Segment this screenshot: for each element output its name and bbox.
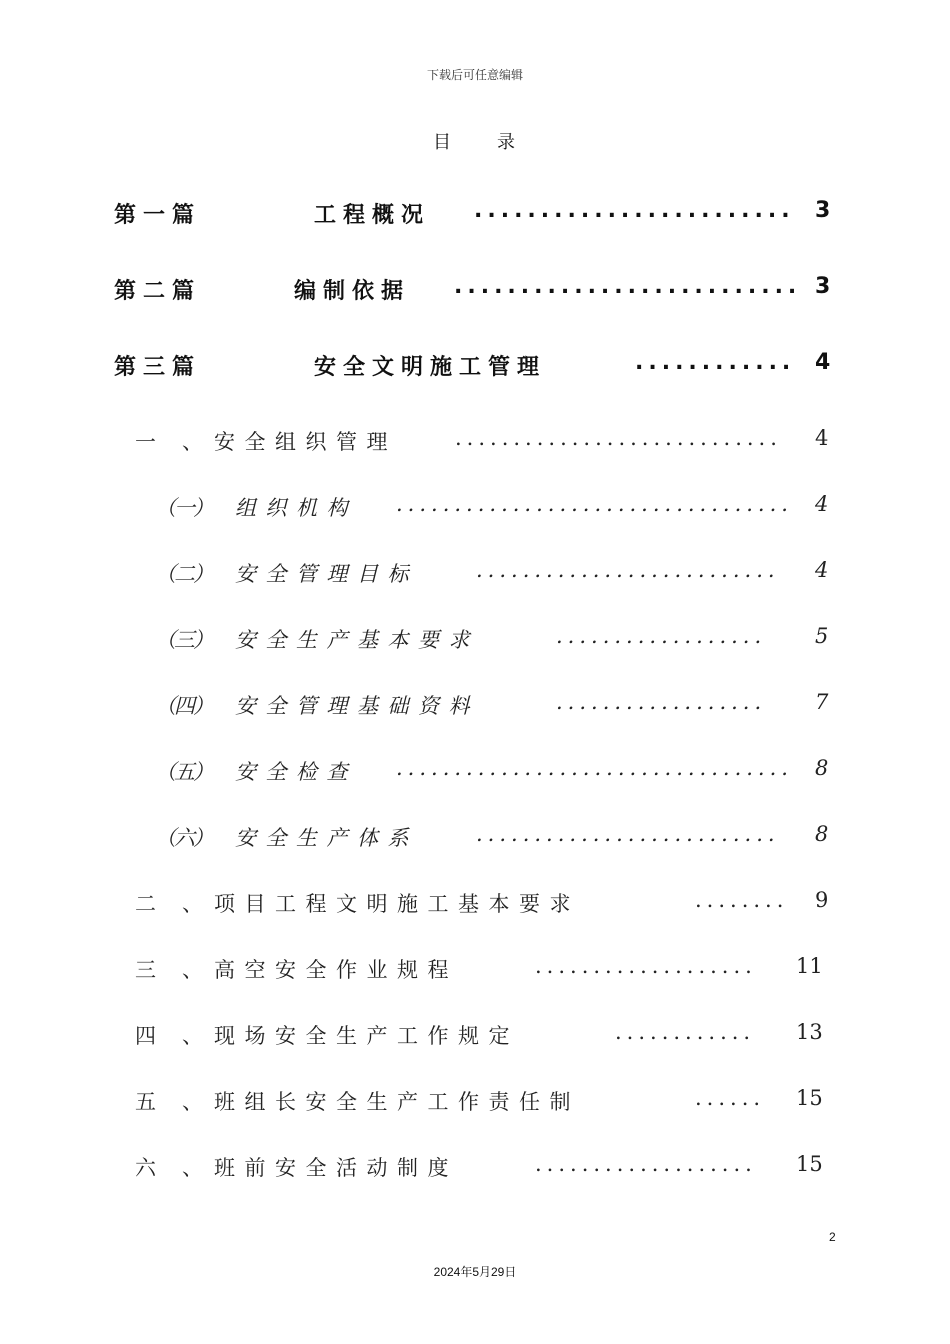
toc-entry-title: 组织机构 bbox=[235, 496, 357, 520]
toc-entry-title: 安全管理目标 bbox=[235, 562, 418, 586]
toc-entry-15[interactable] bbox=[0, 1152, 950, 1192]
toc-entry-leader: ............ bbox=[635, 350, 796, 375]
toc-entry-2[interactable] bbox=[0, 274, 950, 314]
toc-entry-label: 五、 bbox=[135, 1090, 229, 1114]
toc-entry-label: （二） bbox=[155, 562, 212, 586]
toc-entry-leader: ................... bbox=[535, 954, 757, 978]
toc-entry-label: 第二篇 bbox=[114, 279, 202, 304]
toc-entry-title: 安全组织管理 bbox=[214, 430, 397, 454]
toc-entry-label: 一、 bbox=[135, 430, 229, 454]
toc-entry-page: 4 bbox=[815, 492, 838, 516]
toc-entry-title: 高空安全作业规程 bbox=[214, 958, 458, 982]
toc-entry-leader: ...... bbox=[695, 1086, 766, 1110]
toc-entry-title: 安全检查 bbox=[235, 760, 357, 784]
toc-entry-label: （三） bbox=[155, 628, 212, 652]
toc-entry-page: 3 bbox=[815, 198, 838, 223]
toc-entry-page: 8 bbox=[815, 822, 838, 846]
toc-entry-label: 第一篇 bbox=[114, 203, 202, 228]
toc-title-right: 录 bbox=[497, 132, 517, 153]
toc-entry-page: 5 bbox=[815, 624, 838, 648]
toc-entry-label: （四） bbox=[155, 694, 212, 718]
toc-entry-leader: ........................ bbox=[474, 198, 795, 223]
toc-entry-14[interactable] bbox=[0, 1086, 950, 1126]
toc-entry-12[interactable] bbox=[0, 954, 950, 994]
toc-entry-label: 四、 bbox=[135, 1024, 229, 1048]
toc-entry-leader: .......................... bbox=[476, 558, 780, 582]
toc-entry-page: 8 bbox=[815, 756, 838, 780]
toc-entry-leader: .......................... bbox=[454, 274, 802, 299]
toc-entry-leader: .................. bbox=[556, 624, 767, 648]
toc-entry-page: 15 bbox=[796, 1086, 823, 1110]
toc-entry-leader: .................................. bbox=[396, 756, 793, 780]
toc-title-left: 目 bbox=[433, 132, 453, 153]
toc-title bbox=[0, 128, 950, 154]
toc-entry-leader: .................. bbox=[556, 690, 767, 714]
toc-entry-10[interactable] bbox=[0, 822, 950, 862]
toc-entry-page: 11 bbox=[796, 954, 823, 978]
toc-entry-1[interactable] bbox=[0, 198, 950, 238]
toc-entry-label: 六、 bbox=[135, 1156, 229, 1180]
toc-entry-8[interactable] bbox=[0, 690, 950, 730]
toc-entry-6[interactable] bbox=[0, 558, 950, 598]
toc-entry-13[interactable] bbox=[0, 1020, 950, 1060]
toc-entry-leader: .......................... bbox=[476, 822, 780, 846]
toc-entry-page: 13 bbox=[796, 1020, 823, 1044]
toc-entry-leader: ............................ bbox=[455, 426, 782, 450]
toc-entry-7[interactable] bbox=[0, 624, 950, 664]
toc-entry-page: 3 bbox=[815, 274, 838, 299]
toc-entry-3[interactable] bbox=[0, 350, 950, 390]
toc-entry-title: 安全生产体系 bbox=[235, 826, 418, 850]
toc-entry-title: 安全文明施工管理 bbox=[314, 355, 547, 380]
toc-entry-title: 安全生产基本要求 bbox=[235, 628, 479, 652]
toc-entry-page: 4 bbox=[815, 350, 838, 375]
toc-entry-11[interactable] bbox=[0, 888, 950, 928]
toc-entry-label: 第三篇 bbox=[114, 355, 202, 380]
toc-entry-label: 二、 bbox=[135, 892, 229, 916]
page-footer-date: 2024年5月29日 bbox=[433, 1265, 517, 1279]
toc-entry-title: 安全管理基础资料 bbox=[235, 694, 479, 718]
toc-entry-label: （六） bbox=[155, 826, 212, 850]
toc-entry-label: 三、 bbox=[135, 958, 229, 982]
toc-entry-label: （五） bbox=[155, 760, 212, 784]
page-header: 下载后可任意编辑 bbox=[426, 68, 523, 82]
toc-entry-title: 工程概况 bbox=[314, 203, 431, 228]
toc-entry-leader: ............ bbox=[615, 1020, 756, 1044]
toc-entry-page: 15 bbox=[796, 1152, 823, 1176]
toc-entry-9[interactable] bbox=[0, 756, 950, 796]
toc-entry-leader: ........ bbox=[695, 888, 789, 912]
toc-entry-title: 现场安全生产工作规定 bbox=[214, 1024, 519, 1048]
toc-entry-title: 班组长安全生产工作责任制 bbox=[214, 1090, 580, 1114]
toc-entry-page: 4 bbox=[815, 558, 838, 582]
toc-entry-title: 编制依据 bbox=[294, 279, 411, 304]
toc-entry-5[interactable] bbox=[0, 492, 950, 532]
toc-entry-title: 班前安全活动制度 bbox=[214, 1156, 458, 1180]
toc-entry-page: 4 bbox=[815, 426, 838, 450]
toc-entry-label: （一） bbox=[155, 496, 212, 520]
page-number: 2 bbox=[829, 1230, 836, 1244]
toc-entry-4[interactable] bbox=[0, 426, 950, 466]
toc-entry-title: 项目工程文明施工基本要求 bbox=[214, 892, 580, 916]
toc-entry-page: 7 bbox=[815, 690, 838, 714]
toc-entry-page: 9 bbox=[815, 888, 838, 912]
toc-entry-leader: ................... bbox=[535, 1152, 757, 1176]
toc-entry-leader: .................................. bbox=[396, 492, 793, 516]
